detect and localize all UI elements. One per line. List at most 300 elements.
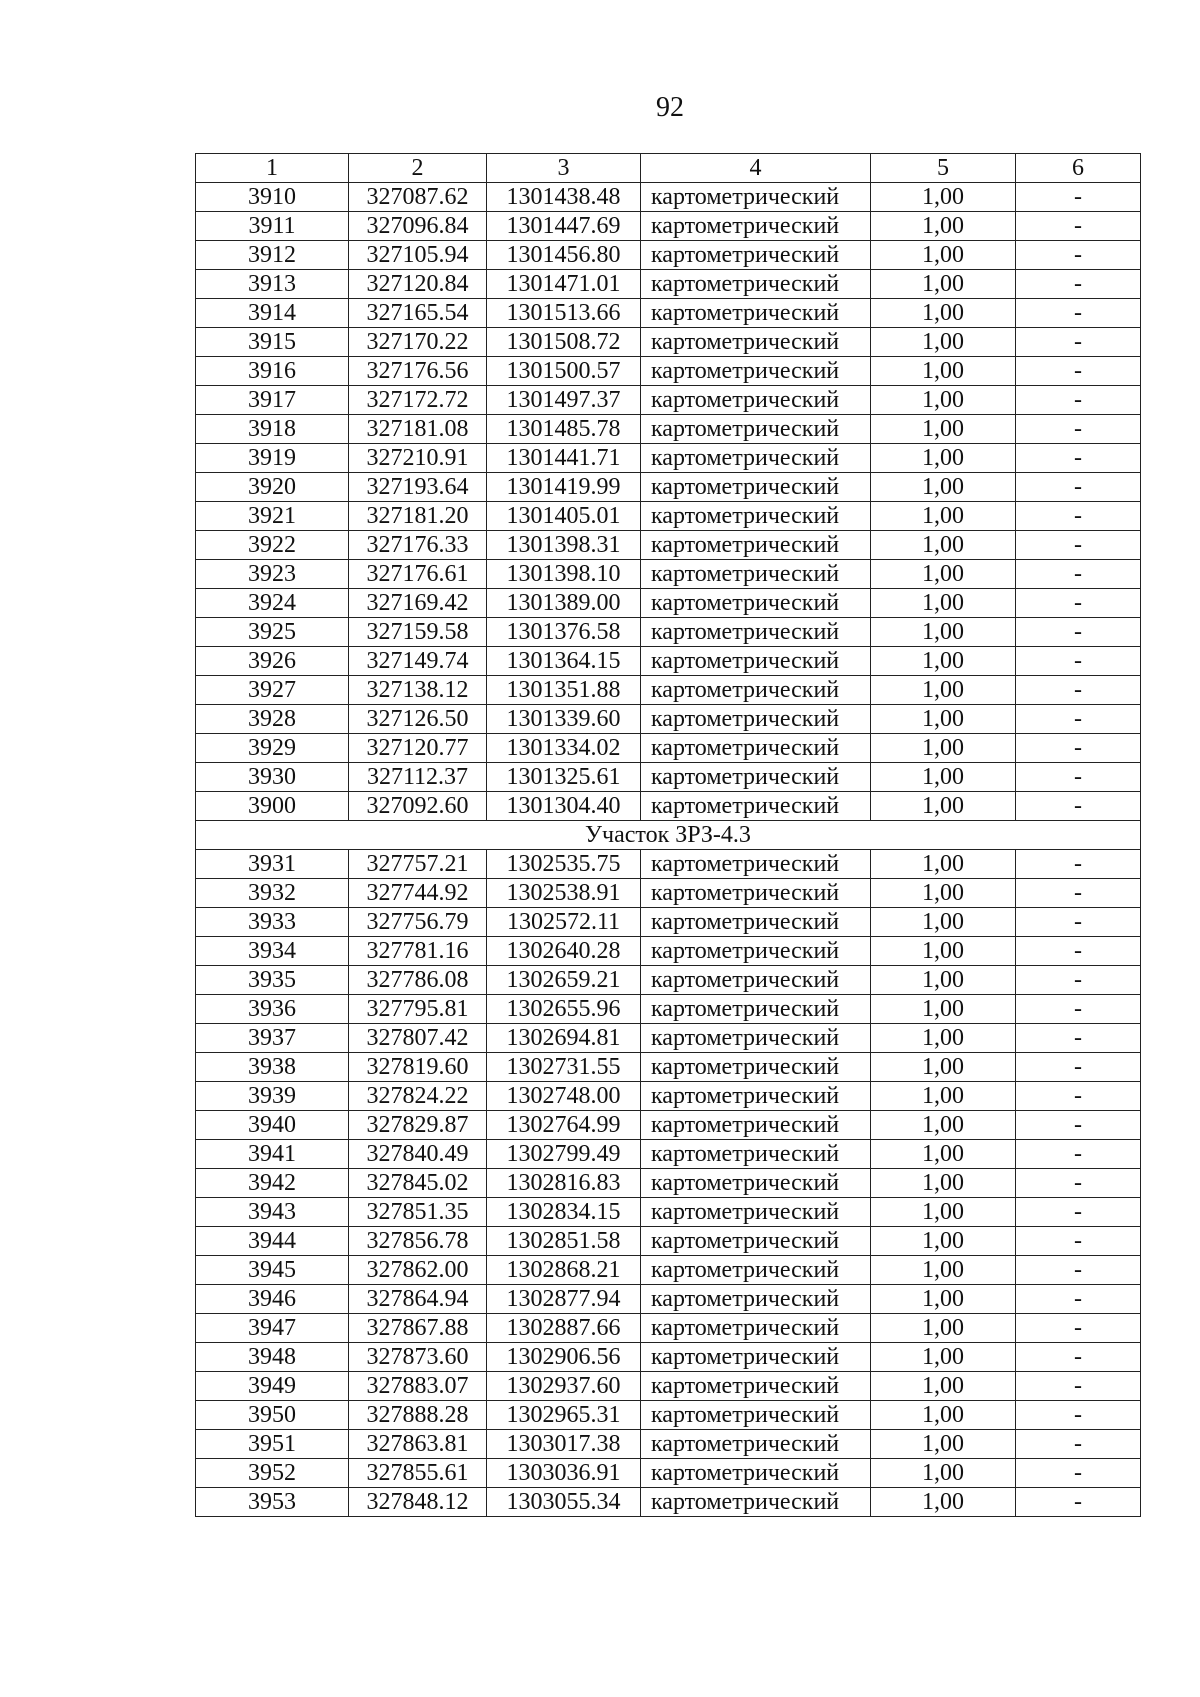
table-row: [196, 415, 1141, 444]
accuracy-cell: 1,00: [871, 879, 1016, 908]
accuracy-cell: 1,00: [871, 937, 1016, 966]
accuracy-cell: 1,00: [871, 618, 1016, 647]
method-cell: картометрический: [641, 183, 871, 212]
note-cell: -: [1016, 1314, 1141, 1343]
point-number-cell: 3910: [196, 183, 349, 212]
y-coordinate-cell: 1301325.61: [487, 763, 641, 792]
note-cell: -: [1016, 850, 1141, 879]
x-coordinate-cell: 327756.79: [349, 908, 487, 937]
note-cell: -: [1016, 734, 1141, 763]
table-row: [196, 850, 1141, 879]
table-row: [196, 589, 1141, 618]
y-coordinate-cell: 1303036.91: [487, 1459, 641, 1488]
table-row: [196, 1314, 1141, 1343]
y-coordinate-cell: 1301389.00: [487, 589, 641, 618]
accuracy-cell: 1,00: [871, 270, 1016, 299]
note-cell: -: [1016, 1256, 1141, 1285]
section-title-row: [196, 821, 1141, 850]
y-coordinate-cell: 1302816.83: [487, 1169, 641, 1198]
point-number-cell: 3938: [196, 1053, 349, 1082]
method-cell: картометрический: [641, 1314, 871, 1343]
x-coordinate-cell: 327176.33: [349, 531, 487, 560]
accuracy-cell: 1,00: [871, 1169, 1016, 1198]
x-coordinate-cell: 327087.62: [349, 183, 487, 212]
point-number-cell: 3923: [196, 560, 349, 589]
point-number-cell: 3935: [196, 966, 349, 995]
method-cell: картометрический: [641, 444, 871, 473]
point-number-cell: 3953: [196, 1488, 349, 1517]
x-coordinate-cell: 327829.87: [349, 1111, 487, 1140]
note-cell: -: [1016, 1459, 1141, 1488]
y-coordinate-cell: 1301500.57: [487, 357, 641, 386]
accuracy-cell: 1,00: [871, 647, 1016, 676]
method-cell: картометрический: [641, 1285, 871, 1314]
accuracy-cell: 1,00: [871, 995, 1016, 1024]
y-coordinate-cell: 1301447.69: [487, 212, 641, 241]
method-cell: картометрический: [641, 705, 871, 734]
method-cell: картометрический: [641, 1343, 871, 1372]
table-row: [196, 1169, 1141, 1198]
note-cell: -: [1016, 937, 1141, 966]
accuracy-cell: 1,00: [871, 676, 1016, 705]
point-number-cell: 3914: [196, 299, 349, 328]
method-cell: картометрический: [641, 1169, 871, 1198]
note-cell: -: [1016, 1285, 1141, 1314]
accuracy-cell: 1,00: [871, 1140, 1016, 1169]
note-cell: -: [1016, 1169, 1141, 1198]
note-cell: -: [1016, 879, 1141, 908]
table-row: [196, 241, 1141, 270]
point-number-cell: 3928: [196, 705, 349, 734]
y-coordinate-cell: 1301485.78: [487, 415, 641, 444]
table-row: [196, 1401, 1141, 1430]
table-row: [196, 1285, 1141, 1314]
accuracy-cell: 1,00: [871, 328, 1016, 357]
table-row: [196, 618, 1141, 647]
point-number-cell: 3932: [196, 879, 349, 908]
note-cell: -: [1016, 560, 1141, 589]
y-coordinate-cell: 1302731.55: [487, 1053, 641, 1082]
x-coordinate-cell: 327824.22: [349, 1082, 487, 1111]
accuracy-cell: 1,00: [871, 1459, 1016, 1488]
method-cell: картометрический: [641, 1372, 871, 1401]
x-coordinate-cell: 327851.35: [349, 1198, 487, 1227]
note-cell: -: [1016, 212, 1141, 241]
point-number-cell: 3921: [196, 502, 349, 531]
x-coordinate-cell: 327781.16: [349, 937, 487, 966]
y-coordinate-cell: 1302694.81: [487, 1024, 641, 1053]
method-cell: картометрический: [641, 879, 871, 908]
point-number-cell: 3949: [196, 1372, 349, 1401]
table-row: [196, 1488, 1141, 1517]
note-cell: -: [1016, 1082, 1141, 1111]
x-coordinate-cell: 327092.60: [349, 792, 487, 821]
y-coordinate-cell: 1301438.48: [487, 183, 641, 212]
point-number-cell: 3925: [196, 618, 349, 647]
note-cell: -: [1016, 705, 1141, 734]
header-cell: 4: [641, 154, 871, 183]
y-coordinate-cell: 1302965.31: [487, 1401, 641, 1430]
note-cell: -: [1016, 908, 1141, 937]
note-cell: -: [1016, 328, 1141, 357]
point-number-cell: 3924: [196, 589, 349, 618]
accuracy-cell: 1,00: [871, 908, 1016, 937]
y-coordinate-cell: 1301339.60: [487, 705, 641, 734]
y-coordinate-cell: 1301364.15: [487, 647, 641, 676]
accuracy-cell: 1,00: [871, 1111, 1016, 1140]
x-coordinate-cell: 327176.56: [349, 357, 487, 386]
x-coordinate-cell: 327165.54: [349, 299, 487, 328]
note-cell: -: [1016, 1430, 1141, 1459]
accuracy-cell: 1,00: [871, 241, 1016, 270]
method-cell: картометрический: [641, 676, 871, 705]
header-cell: 3: [487, 154, 641, 183]
accuracy-cell: 1,00: [871, 734, 1016, 763]
y-coordinate-cell: 1301508.72: [487, 328, 641, 357]
method-cell: картометрический: [641, 1111, 871, 1140]
x-coordinate-cell: 327855.61: [349, 1459, 487, 1488]
accuracy-cell: 1,00: [871, 531, 1016, 560]
x-coordinate-cell: 327149.74: [349, 647, 487, 676]
note-cell: -: [1016, 1053, 1141, 1082]
x-coordinate-cell: 327170.22: [349, 328, 487, 357]
method-cell: картометрический: [641, 734, 871, 763]
method-cell: картометрический: [641, 357, 871, 386]
y-coordinate-cell: 1301405.01: [487, 502, 641, 531]
method-cell: картометрический: [641, 386, 871, 415]
y-coordinate-cell: 1302906.56: [487, 1343, 641, 1372]
table-row: [196, 473, 1141, 502]
table-row: [196, 531, 1141, 560]
x-coordinate-cell: 327795.81: [349, 995, 487, 1024]
method-cell: картометрический: [641, 966, 871, 995]
accuracy-cell: 1,00: [871, 415, 1016, 444]
accuracy-cell: 1,00: [871, 1372, 1016, 1401]
accuracy-cell: 1,00: [871, 386, 1016, 415]
method-cell: картометрический: [641, 212, 871, 241]
table-row: [196, 299, 1141, 328]
x-coordinate-cell: 327181.08: [349, 415, 487, 444]
table-row: [196, 1459, 1141, 1488]
table-row: [196, 1256, 1141, 1285]
table-row: [196, 1140, 1141, 1169]
table-row: [196, 1053, 1141, 1082]
section-title: Участок ЗРЗ-4.3: [196, 821, 1141, 850]
y-coordinate-cell: 1302834.15: [487, 1198, 641, 1227]
y-coordinate-cell: 1302572.11: [487, 908, 641, 937]
page-number: 92: [656, 92, 684, 123]
method-cell: картометрический: [641, 1024, 871, 1053]
point-number-cell: 3929: [196, 734, 349, 763]
header-row: [196, 154, 1141, 183]
x-coordinate-cell: 327169.42: [349, 589, 487, 618]
x-coordinate-cell: 327848.12: [349, 1488, 487, 1517]
x-coordinate-cell: 327819.60: [349, 1053, 487, 1082]
y-coordinate-cell: 1301513.66: [487, 299, 641, 328]
note-cell: -: [1016, 386, 1141, 415]
y-coordinate-cell: 1301398.10: [487, 560, 641, 589]
method-cell: картометрический: [641, 415, 871, 444]
note-cell: -: [1016, 299, 1141, 328]
accuracy-cell: 1,00: [871, 966, 1016, 995]
method-cell: картометрический: [641, 1459, 871, 1488]
table-row: [196, 1082, 1141, 1111]
coordinates-table: [195, 153, 1141, 1517]
accuracy-cell: 1,00: [871, 1053, 1016, 1082]
x-coordinate-cell: 327126.50: [349, 705, 487, 734]
point-number-cell: 3919: [196, 444, 349, 473]
y-coordinate-cell: 1302659.21: [487, 966, 641, 995]
y-coordinate-cell: 1302764.99: [487, 1111, 641, 1140]
method-cell: картометрический: [641, 1401, 871, 1430]
point-number-cell: 3939: [196, 1082, 349, 1111]
table-row: [196, 1227, 1141, 1256]
method-cell: картометрический: [641, 328, 871, 357]
point-number-cell: 3917: [196, 386, 349, 415]
point-number-cell: 3915: [196, 328, 349, 357]
y-coordinate-cell: 1301456.80: [487, 241, 641, 270]
note-cell: -: [1016, 618, 1141, 647]
x-coordinate-cell: 327856.78: [349, 1227, 487, 1256]
method-cell: картометрический: [641, 1256, 871, 1285]
accuracy-cell: 1,00: [871, 183, 1016, 212]
x-coordinate-cell: 327864.94: [349, 1285, 487, 1314]
y-coordinate-cell: 1301471.01: [487, 270, 641, 299]
note-cell: -: [1016, 1140, 1141, 1169]
method-cell: картометрический: [641, 1053, 871, 1082]
method-cell: картометрический: [641, 1140, 871, 1169]
x-coordinate-cell: 327757.21: [349, 850, 487, 879]
y-coordinate-cell: 1301376.58: [487, 618, 641, 647]
x-coordinate-cell: 327744.92: [349, 879, 487, 908]
accuracy-cell: 1,00: [871, 444, 1016, 473]
table-row: [196, 212, 1141, 241]
x-coordinate-cell: 327840.49: [349, 1140, 487, 1169]
y-coordinate-cell: 1302640.28: [487, 937, 641, 966]
y-coordinate-cell: 1302799.49: [487, 1140, 641, 1169]
point-number-cell: 3916: [196, 357, 349, 386]
table-row: [196, 676, 1141, 705]
accuracy-cell: 1,00: [871, 1198, 1016, 1227]
table-row: [196, 357, 1141, 386]
method-cell: картометрический: [641, 763, 871, 792]
method-cell: картометрический: [641, 647, 871, 676]
header-cell: 2: [349, 154, 487, 183]
note-cell: -: [1016, 1401, 1141, 1430]
method-cell: картометрический: [641, 589, 871, 618]
x-coordinate-cell: 327867.88: [349, 1314, 487, 1343]
note-cell: -: [1016, 1198, 1141, 1227]
table-row: [196, 328, 1141, 357]
table-row: [196, 966, 1141, 995]
method-cell: картометрический: [641, 473, 871, 502]
y-coordinate-cell: 1302887.66: [487, 1314, 641, 1343]
point-number-cell: 3936: [196, 995, 349, 1024]
header-cell: 5: [871, 154, 1016, 183]
point-number-cell: 3941: [196, 1140, 349, 1169]
y-coordinate-cell: 1302535.75: [487, 850, 641, 879]
note-cell: -: [1016, 415, 1141, 444]
table-row: [196, 705, 1141, 734]
point-number-cell: 3913: [196, 270, 349, 299]
x-coordinate-cell: 327172.72: [349, 386, 487, 415]
accuracy-cell: 1,00: [871, 1488, 1016, 1517]
point-number-cell: 3945: [196, 1256, 349, 1285]
accuracy-cell: 1,00: [871, 299, 1016, 328]
point-number-cell: 3944: [196, 1227, 349, 1256]
y-coordinate-cell: 1302538.91: [487, 879, 641, 908]
table-row: [196, 183, 1141, 212]
method-cell: картометрический: [641, 1082, 871, 1111]
point-number-cell: 3951: [196, 1430, 349, 1459]
point-number-cell: 3930: [196, 763, 349, 792]
accuracy-cell: 1,00: [871, 589, 1016, 618]
x-coordinate-cell: 327120.84: [349, 270, 487, 299]
note-cell: -: [1016, 1488, 1141, 1517]
x-coordinate-cell: 327845.02: [349, 1169, 487, 1198]
accuracy-cell: 1,00: [871, 1256, 1016, 1285]
method-cell: картометрический: [641, 995, 871, 1024]
point-number-cell: 3911: [196, 212, 349, 241]
point-number-cell: 3940: [196, 1111, 349, 1140]
point-number-cell: 3927: [196, 676, 349, 705]
accuracy-cell: 1,00: [871, 1227, 1016, 1256]
point-number-cell: 3931: [196, 850, 349, 879]
point-number-cell: 3950: [196, 1401, 349, 1430]
x-coordinate-cell: 327863.81: [349, 1430, 487, 1459]
point-number-cell: 3943: [196, 1198, 349, 1227]
x-coordinate-cell: 327862.00: [349, 1256, 487, 1285]
x-coordinate-cell: 327138.12: [349, 676, 487, 705]
y-coordinate-cell: 1301334.02: [487, 734, 641, 763]
table-row: [196, 908, 1141, 937]
accuracy-cell: 1,00: [871, 212, 1016, 241]
y-coordinate-cell: 1302937.60: [487, 1372, 641, 1401]
table-row: [196, 1198, 1141, 1227]
table-row: [196, 1111, 1141, 1140]
x-coordinate-cell: 327176.61: [349, 560, 487, 589]
note-cell: -: [1016, 531, 1141, 560]
x-coordinate-cell: 327786.08: [349, 966, 487, 995]
method-cell: картометрический: [641, 531, 871, 560]
note-cell: -: [1016, 1024, 1141, 1053]
method-cell: картометрический: [641, 1488, 871, 1517]
note-cell: -: [1016, 647, 1141, 676]
accuracy-cell: 1,00: [871, 1285, 1016, 1314]
point-number-cell: 3900: [196, 792, 349, 821]
accuracy-cell: 1,00: [871, 502, 1016, 531]
method-cell: картометрический: [641, 908, 871, 937]
method-cell: картометрический: [641, 1198, 871, 1227]
y-coordinate-cell: 1302748.00: [487, 1082, 641, 1111]
accuracy-cell: 1,00: [871, 357, 1016, 386]
note-cell: -: [1016, 270, 1141, 299]
header-cell: 1: [196, 154, 349, 183]
method-cell: картометрический: [641, 560, 871, 589]
method-cell: картометрический: [641, 618, 871, 647]
x-coordinate-cell: 327873.60: [349, 1343, 487, 1372]
method-cell: картометрический: [641, 1430, 871, 1459]
y-coordinate-cell: 1302877.94: [487, 1285, 641, 1314]
y-coordinate-cell: 1301441.71: [487, 444, 641, 473]
point-number-cell: 3920: [196, 473, 349, 502]
method-cell: картометрический: [641, 241, 871, 270]
table-row: [196, 763, 1141, 792]
accuracy-cell: 1,00: [871, 1082, 1016, 1111]
table-row: [196, 386, 1141, 415]
x-coordinate-cell: 327888.28: [349, 1401, 487, 1430]
method-cell: картометрический: [641, 299, 871, 328]
table-row: [196, 560, 1141, 589]
y-coordinate-cell: 1301304.40: [487, 792, 641, 821]
note-cell: -: [1016, 1343, 1141, 1372]
method-cell: картометрический: [641, 792, 871, 821]
method-cell: картометрический: [641, 1227, 871, 1256]
x-coordinate-cell: 327112.37: [349, 763, 487, 792]
table-row: [196, 1430, 1141, 1459]
table-body: [196, 183, 1141, 1517]
x-coordinate-cell: 327159.58: [349, 618, 487, 647]
method-cell: картометрический: [641, 850, 871, 879]
accuracy-cell: 1,00: [871, 473, 1016, 502]
method-cell: картометрический: [641, 270, 871, 299]
y-coordinate-cell: 1302868.21: [487, 1256, 641, 1285]
accuracy-cell: 1,00: [871, 792, 1016, 821]
note-cell: -: [1016, 1227, 1141, 1256]
accuracy-cell: 1,00: [871, 763, 1016, 792]
method-cell: картометрический: [641, 937, 871, 966]
note-cell: -: [1016, 966, 1141, 995]
point-number-cell: 3922: [196, 531, 349, 560]
y-coordinate-cell: 1302655.96: [487, 995, 641, 1024]
note-cell: -: [1016, 995, 1141, 1024]
x-coordinate-cell: 327193.64: [349, 473, 487, 502]
accuracy-cell: 1,00: [871, 705, 1016, 734]
point-number-cell: 3942: [196, 1169, 349, 1198]
note-cell: -: [1016, 763, 1141, 792]
x-coordinate-cell: 327105.94: [349, 241, 487, 270]
x-coordinate-cell: 327210.91: [349, 444, 487, 473]
y-coordinate-cell: 1301398.31: [487, 531, 641, 560]
accuracy-cell: 1,00: [871, 1024, 1016, 1053]
note-cell: -: [1016, 676, 1141, 705]
table-row: [196, 1024, 1141, 1053]
table-row: [196, 502, 1141, 531]
table-row: [196, 1343, 1141, 1372]
table-row: [196, 937, 1141, 966]
y-coordinate-cell: 1302851.58: [487, 1227, 641, 1256]
point-number-cell: 3933: [196, 908, 349, 937]
note-cell: -: [1016, 473, 1141, 502]
x-coordinate-cell: 327120.77: [349, 734, 487, 763]
table-row: [196, 879, 1141, 908]
y-coordinate-cell: 1301351.88: [487, 676, 641, 705]
note-cell: -: [1016, 502, 1141, 531]
point-number-cell: 3947: [196, 1314, 349, 1343]
x-coordinate-cell: 327181.20: [349, 502, 487, 531]
point-number-cell: 3912: [196, 241, 349, 270]
table-row: [196, 444, 1141, 473]
point-number-cell: 3926: [196, 647, 349, 676]
point-number-cell: 3952: [196, 1459, 349, 1488]
header-cell: 6: [1016, 154, 1141, 183]
table-row: [196, 647, 1141, 676]
note-cell: -: [1016, 792, 1141, 821]
accuracy-cell: 1,00: [871, 850, 1016, 879]
note-cell: -: [1016, 183, 1141, 212]
point-number-cell: 3937: [196, 1024, 349, 1053]
table-row: [196, 734, 1141, 763]
